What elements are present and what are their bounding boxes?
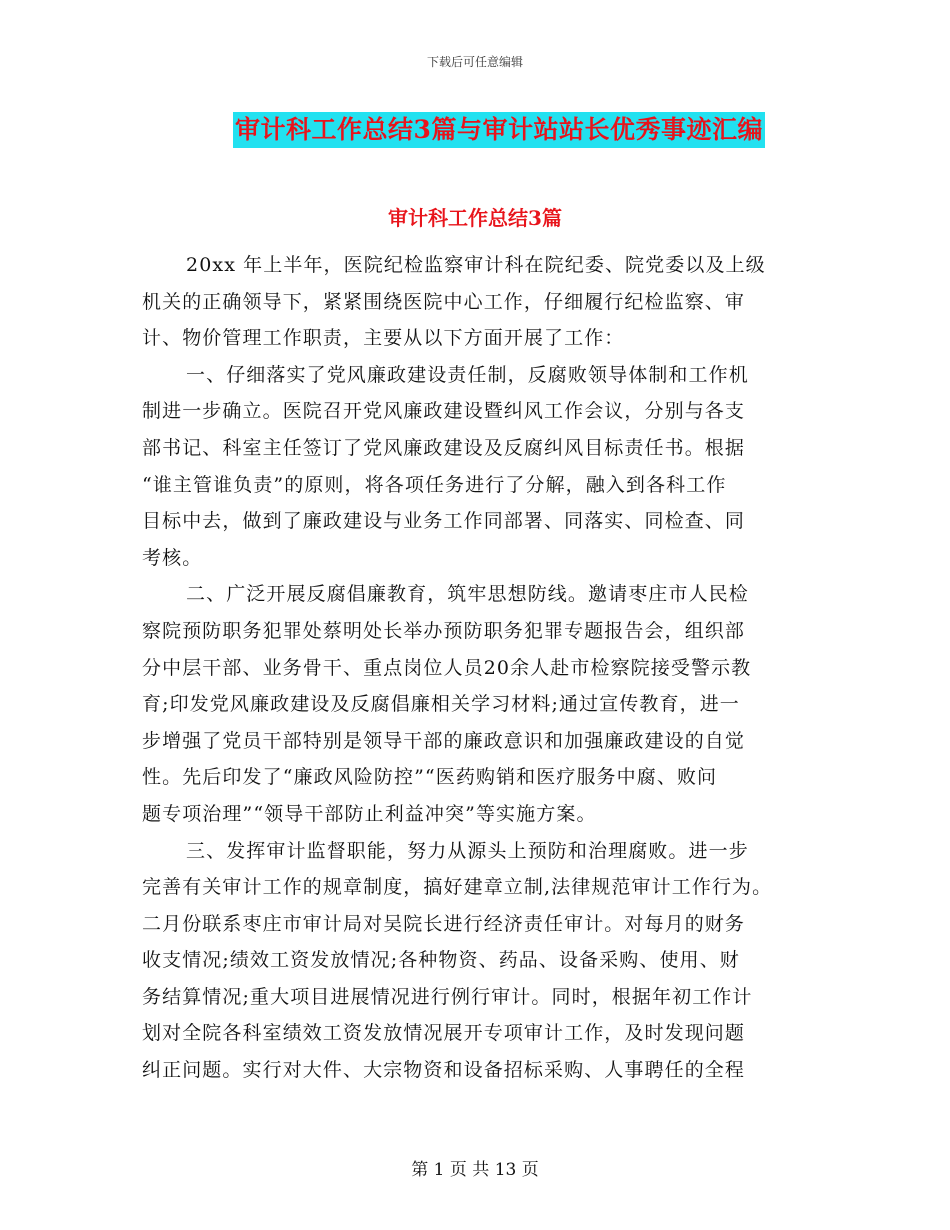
text-line: 三、发挥审计监督职能，努力从源头上预防和治理腐败。进一步: [186, 839, 749, 862]
paragraph-intro: [142, 247, 814, 357]
text-line: 性。先后印发了“廉政风险防控”“医药购销和医疗服务中腐、败问: [142, 766, 718, 789]
section-title: 审计科工作总结3篇: [388, 206, 562, 230]
body-text: [142, 247, 814, 1089]
text-line: 收支情况;绩效工资发放情况;各种物资、药品、设备采购、使用、财: [142, 949, 740, 972]
doc-title: 审计科工作总结3篇与审计站站长优秀事迹汇编: [233, 112, 765, 148]
page-footer: 第 1 页 共 13 页: [411, 1160, 539, 1180]
doc-title-container: [0, 112, 950, 148]
text-line: 完善有关审计工作的规章制度，搞好建章立制,法律规范审计工作行为。: [142, 876, 773, 899]
text-line: 机关的正确领导下，紧紧围绕医院中心工作，仔细履行纪检监察、审: [142, 290, 746, 313]
text-line: 一、仔细落实了党风廉政建设责任制，反腐败领导体制和工作机: [186, 363, 749, 386]
text-line: 题专项治理”“领导干部防止利益冲突”等实施方案。: [142, 802, 597, 825]
text-line: 制进一步确立。医院召开党风廉政建设暨纠风工作会议，分别与各支: [142, 400, 746, 423]
paragraph-section-3: [142, 833, 814, 1089]
text-line: 二月份联系枣庄市审计局对吴院长进行经济责任审计。对每月的财务: [142, 912, 746, 935]
text-line: 划对全院各科室绩效工资发放情况展开专项审计工作，及时发现问题: [142, 1022, 746, 1045]
text-line: 目标中去，做到了廉政建设与业务工作同部署、同落实、同检查、同: [142, 510, 746, 533]
text-line: 察院预防职务犯罪处蔡明处长举办预防职务犯罪专题报告会，组织部: [142, 619, 746, 642]
text-line: 计、物价管理工作职责，主要从以下方面开展了工作：: [142, 327, 625, 350]
text-line: 分中层干部、业务骨干、重点岗位人员20余人赴市检察院接受警示教: [142, 656, 752, 679]
paragraph-section-2: [142, 576, 814, 832]
text-line: 考核。: [142, 546, 203, 569]
text-line: 步增强了党员干部特别是领导干部的廉政意识和加强廉政建设的自觉: [142, 729, 746, 752]
text-line: “谁主管谁负责”的原则，将各项任务进行了分解，融入到各科工作: [142, 473, 727, 496]
text-line: 20xx 年上半年，医院纪检监察审计科在院纪委、院党委以及上级: [186, 254, 766, 276]
text-line: 纠正问题。实行对大件、大宗物资和设备招标采购、人事聘任的全程: [142, 1059, 746, 1082]
text-line: 育;印发党风廉政建设及反腐倡廉相关学习材料;通过宣传教育，进一: [142, 693, 740, 716]
text-line: 二、广泛开展反腐倡廉教育，筑牢思想防线。邀请枣庄市人民检: [186, 583, 749, 606]
text-line: 务结算情况;重大项目进展情况进行例行审计。同时，根据年初工作计: [142, 985, 753, 1008]
text-line: 部书记、科室主任签订了党风廉政建设及反腐纠风目标责任书。根据: [142, 436, 746, 459]
paragraph-section-1: [142, 357, 814, 577]
header-note: 下载后可任意编辑: [426, 55, 523, 69]
